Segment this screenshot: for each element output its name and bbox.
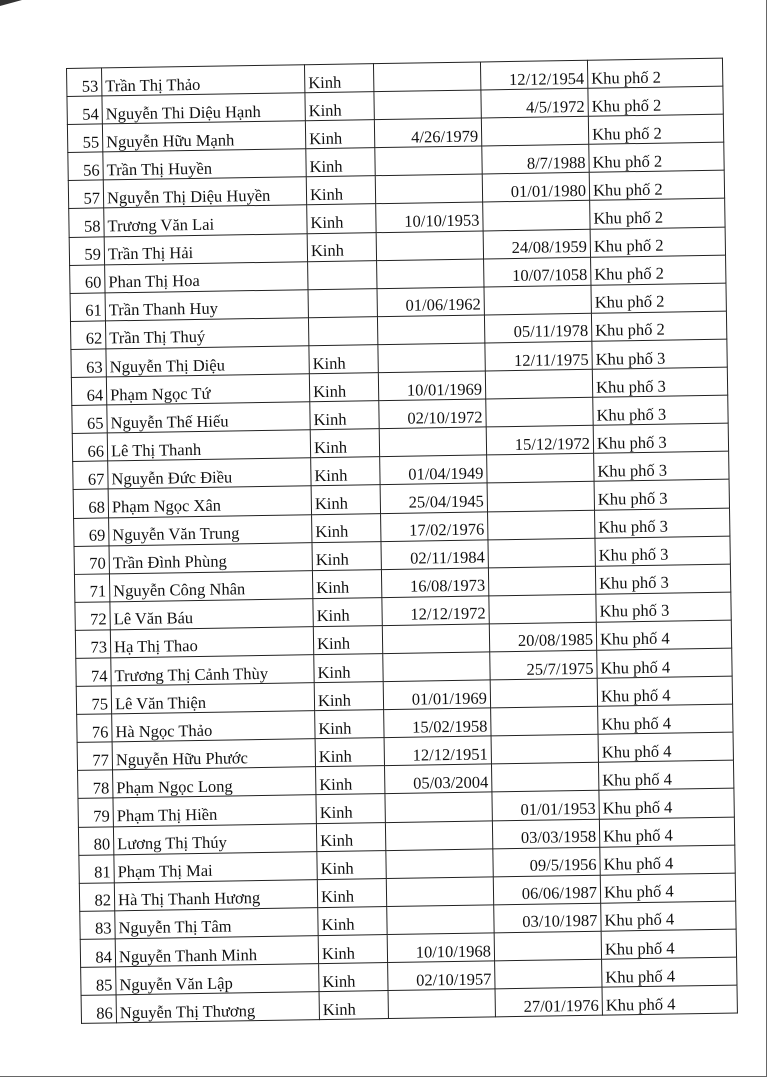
row-number: 68 <box>73 489 108 518</box>
ethnicity: Kinh <box>312 541 381 570</box>
neighborhood: Khu phố 4 <box>601 901 736 931</box>
birth-date-male <box>387 905 494 935</box>
birth-date-female: 12/11/1975 <box>485 341 592 371</box>
birth-date-male: 16/08/1973 <box>381 568 488 598</box>
birth-date-female <box>489 594 596 624</box>
neighborhood: Khu phố 3 <box>596 592 731 622</box>
neighborhood: Khu phố 3 <box>595 564 730 594</box>
neighborhood: Khu phố 2 <box>589 142 724 172</box>
birth-date-female: 27/01/1976 <box>495 987 602 1017</box>
neighborhood: Khu phố 3 <box>592 367 727 397</box>
neighborhood: Khu phố 4 <box>600 873 735 903</box>
row-number: 74 <box>76 658 111 687</box>
birth-date-male <box>373 62 480 92</box>
row-number: 71 <box>74 574 109 603</box>
person-name: Trần Thị Hải <box>104 233 307 264</box>
birth-date-female: 01/01/1953 <box>492 791 599 821</box>
neighborhood: Khu phố 2 <box>590 199 725 229</box>
ethnicity: Kinh <box>306 148 375 177</box>
ethnicity: Kinh <box>305 120 374 149</box>
birth-date-female: 09/5/1956 <box>493 847 600 877</box>
birth-date-male <box>377 259 484 289</box>
birth-date-male: 05/03/2004 <box>385 764 492 794</box>
ethnicity: Kinh <box>315 738 384 767</box>
birth-date-female <box>486 397 593 427</box>
neighborhood: Khu phố 4 <box>598 704 733 734</box>
row-number: 61 <box>70 293 105 322</box>
birth-date-male <box>385 792 492 822</box>
person-name: Phạm Thị Hiền <box>113 795 316 826</box>
birth-date-female: 8/7/1988 <box>482 145 589 175</box>
ethnicity: Kinh <box>311 457 380 486</box>
ethnicity: Kinh <box>319 963 388 992</box>
row-number: 62 <box>70 321 105 350</box>
birth-date-female: 05/11/1978 <box>484 313 591 343</box>
neighborhood: Khu phố 2 <box>591 283 726 313</box>
neighborhood: Khu phố 2 <box>588 114 723 144</box>
ethnicity: Kinh <box>317 878 386 907</box>
person-name: Lê Thị Thanh <box>107 430 310 461</box>
person-name: Trần Đình Phùng <box>109 542 312 573</box>
ethnicity: Kinh <box>310 401 379 430</box>
person-name: Nguyễn Thị Tâm <box>115 907 318 938</box>
birth-date-female <box>491 706 598 736</box>
neighborhood: Khu phố 4 <box>601 929 736 959</box>
birth-date-female: 24/08/1959 <box>483 229 590 259</box>
person-name: Nguyễn Thị Thương <box>116 992 319 1023</box>
row-number: 63 <box>71 349 106 378</box>
birth-date-male <box>382 624 489 654</box>
row-number: 80 <box>78 826 113 855</box>
neighborhood: Khu phố 2 <box>589 171 724 201</box>
ethnicity: Kinh <box>315 710 384 739</box>
row-number: 59 <box>69 236 104 265</box>
birth-date-female <box>484 285 591 315</box>
birth-date-male: 10/01/1969 <box>378 371 485 401</box>
neighborhood: Khu phố 4 <box>598 760 733 790</box>
row-number: 53 <box>67 68 102 97</box>
person-name: Phạm Ngọc Xân <box>108 486 311 517</box>
ethnicity: Kinh <box>304 64 373 93</box>
ethnicity: Kinh <box>316 822 385 851</box>
neighborhood: Khu phố 2 <box>591 311 726 341</box>
row-number: 72 <box>75 602 110 631</box>
person-name: Trần Thị Thuý <box>105 318 308 349</box>
ethnicity: Kinh <box>307 204 376 233</box>
person-name: Trương Thị Cảnh Thùy <box>111 655 314 686</box>
birth-date-male: 02/10/1972 <box>379 399 486 429</box>
row-number: 77 <box>77 742 112 771</box>
birth-date-male: 02/11/1984 <box>381 540 488 570</box>
birth-date-male <box>378 343 485 373</box>
row-number: 81 <box>79 854 114 883</box>
birth-date-male <box>374 90 481 120</box>
row-number: 69 <box>74 517 109 546</box>
ethnicity: Kinh <box>313 625 382 654</box>
birth-date-male: 12/12/1972 <box>382 596 489 626</box>
ethnicity: Kinh <box>312 513 381 542</box>
neighborhood: Khu phố 3 <box>593 423 728 453</box>
birth-date-female <box>488 538 595 568</box>
neighborhood: Khu phố 4 <box>600 845 735 875</box>
ethnicity: Kinh <box>311 485 380 514</box>
person-name: Trần Thị Thảo <box>102 65 305 96</box>
person-name: Hạ Thị Thao <box>110 627 313 658</box>
person-name: Nguyễn Thế Hiếu <box>107 402 310 433</box>
row-number: 73 <box>75 630 110 659</box>
person-name: Nguyễn Văn Trung <box>109 514 312 545</box>
person-name: Trần Thanh Huy <box>105 289 308 320</box>
birth-date-male <box>386 849 493 879</box>
person-name: Trần Thị Huyền <box>103 149 306 180</box>
resident-table <box>66 58 738 1024</box>
neighborhood: Khu phố 2 <box>588 86 723 116</box>
birth-date-female <box>488 510 595 540</box>
birth-date-male <box>375 174 482 204</box>
birth-date-female <box>494 931 601 961</box>
neighborhood: Khu phố 4 <box>599 789 734 819</box>
neighborhood: Khu phố 4 <box>596 620 731 650</box>
row-number: 85 <box>81 967 116 996</box>
neighborhood: Khu phố 3 <box>595 536 730 566</box>
birth-date-female <box>483 201 590 231</box>
person-name: Phạm Ngọc Tứ <box>106 374 309 405</box>
row-number: 83 <box>80 911 115 940</box>
ethnicity: Kinh <box>318 906 387 935</box>
person-name: Nguyễn Đức Điều <box>108 458 311 489</box>
birth-date-male: 01/01/1969 <box>383 680 490 710</box>
row-number: 76 <box>77 714 112 743</box>
birth-date-female <box>481 116 588 146</box>
ethnicity: Kinh <box>316 766 385 795</box>
person-name: Hà Ngọc Thảo <box>112 711 315 742</box>
birth-date-female: 20/08/1985 <box>489 622 596 652</box>
birth-date-female <box>491 734 598 764</box>
neighborhood: Khu phố 3 <box>595 508 730 538</box>
birth-date-female: 01/01/1980 <box>482 173 589 203</box>
row-number: 58 <box>69 208 104 237</box>
person-name: Nguyễn Hữu Phước <box>112 739 315 770</box>
row-number: 79 <box>78 798 113 827</box>
row-number: 86 <box>81 995 116 1024</box>
birth-date-female: 12/12/1954 <box>480 60 587 90</box>
ethnicity: Kinh <box>307 232 376 261</box>
row-number: 66 <box>72 433 107 462</box>
ethnicity: Kinh <box>314 682 383 711</box>
ethnicity: Kinh <box>312 569 381 598</box>
document-sheet <box>66 58 738 1024</box>
birth-date-male: 01/04/1949 <box>380 455 487 485</box>
birth-date-female: 10/07/1058 <box>484 257 591 287</box>
birth-date-female: 25/7/1975 <box>490 650 597 680</box>
birth-date-male: 4/26/1979 <box>374 118 481 148</box>
ethnicity <box>308 316 377 345</box>
person-name: Hà Thị Thanh Hương <box>114 879 317 910</box>
neighborhood: Khu phố 3 <box>594 480 729 510</box>
ethnicity: Kinh <box>310 429 379 458</box>
birth-date-male <box>379 427 486 457</box>
birth-date-male: 17/02/1976 <box>381 511 488 541</box>
neighborhood: Khu phố 4 <box>602 957 737 987</box>
neighborhood: Khu phố 4 <box>597 648 732 678</box>
ethnicity <box>308 260 377 289</box>
row-number: 78 <box>78 770 113 799</box>
person-name: Phan Thị Hoa <box>105 261 308 292</box>
birth-date-male <box>385 820 492 850</box>
row-number: 55 <box>67 124 102 153</box>
row-number: 65 <box>72 405 107 434</box>
neighborhood: Khu phố 4 <box>597 676 732 706</box>
person-name: Nguyễn Thị Diệu Huyền <box>103 177 306 208</box>
birth-date-female <box>495 959 602 989</box>
ethnicity: Kinh <box>317 850 386 879</box>
row-number: 70 <box>74 545 109 574</box>
birth-date-female <box>485 369 592 399</box>
row-number: 67 <box>73 461 108 490</box>
person-name: Lê Văn Báu <box>110 598 313 629</box>
birth-date-male <box>388 989 495 1019</box>
birth-date-female: 4/5/1972 <box>481 88 588 118</box>
neighborhood: Khu phố 4 <box>602 985 737 1015</box>
neighborhood: Khu phố 2 <box>591 255 726 285</box>
ethnicity: Kinh <box>319 991 388 1020</box>
birth-date-male <box>383 652 490 682</box>
person-name: Nguyễn Công Nhân <box>109 570 312 601</box>
row-number: 57 <box>68 180 103 209</box>
person-name: Trương Văn Lai <box>104 205 307 236</box>
birth-date-female <box>491 763 598 793</box>
birth-date-female <box>488 566 595 596</box>
birth-date-female <box>490 678 597 708</box>
row-number: 75 <box>76 686 111 715</box>
person-name: Nguyễn Thanh Minh <box>115 936 318 967</box>
row-number: 84 <box>80 939 115 968</box>
ethnicity: Kinh <box>309 345 378 374</box>
birth-date-male: 01/06/1962 <box>377 287 484 317</box>
neighborhood: Khu phố 4 <box>598 732 733 762</box>
person-name: Nguyễn Thị Diệu <box>106 346 309 377</box>
person-name: Nguyễn Văn Lập <box>116 964 319 995</box>
birth-date-male: 25/04/1945 <box>380 483 487 513</box>
neighborhood: Khu phố 2 <box>587 58 722 88</box>
birth-date-male <box>375 146 482 176</box>
neighborhood: Khu phố 3 <box>592 339 727 369</box>
birth-date-male: 02/10/1957 <box>388 961 495 991</box>
ethnicity: Kinh <box>316 794 385 823</box>
neighborhood: Khu phố 3 <box>594 451 729 481</box>
birth-date-female: 15/12/1972 <box>486 425 593 455</box>
birth-date-male: 12/12/1951 <box>384 736 491 766</box>
neighborhood: Khu phố 4 <box>599 817 734 847</box>
birth-date-female: 03/10/1987 <box>494 903 601 933</box>
birth-date-male: 10/10/1953 <box>376 202 483 232</box>
ethnicity: Kinh <box>318 934 387 963</box>
ethnicity: Kinh <box>306 176 375 205</box>
neighborhood: Khu phố 3 <box>593 395 728 425</box>
ethnicity: Kinh <box>314 654 383 683</box>
birth-date-female: 03/03/1958 <box>492 819 599 849</box>
person-name: Phạm Thị Mai <box>114 851 317 882</box>
birth-date-female <box>487 482 594 512</box>
birth-date-male: 10/10/1968 <box>387 933 494 963</box>
birth-date-female <box>487 454 594 484</box>
birth-date-male <box>376 231 483 261</box>
scan-corner-mark <box>0 0 22 6</box>
row-number: 60 <box>70 265 105 294</box>
person-name: Nguyễn Hữu Mạnh <box>102 121 305 152</box>
birth-date-male <box>386 877 493 907</box>
ethnicity: Kinh <box>309 373 378 402</box>
ethnicity: Kinh <box>313 597 382 626</box>
resident-table-body <box>67 58 738 1023</box>
person-name: Lương Thị Thúy <box>113 823 316 854</box>
birth-date-male: 15/02/1958 <box>384 708 491 738</box>
row-number: 82 <box>79 883 114 912</box>
person-name: Phạm Ngọc Long <box>113 767 316 798</box>
row-number: 64 <box>71 377 106 406</box>
row-number: 56 <box>68 152 103 181</box>
neighborhood: Khu phố 2 <box>590 227 725 257</box>
row-number: 54 <box>67 96 102 125</box>
ethnicity: Kinh <box>305 92 374 121</box>
ethnicity <box>308 288 377 317</box>
birth-date-male <box>377 315 484 345</box>
birth-date-female: 06/06/1987 <box>493 875 600 905</box>
person-name: Nguyễn Thi Diệu Hạnh <box>102 93 305 124</box>
person-name: Lê Văn Thiện <box>111 683 314 714</box>
